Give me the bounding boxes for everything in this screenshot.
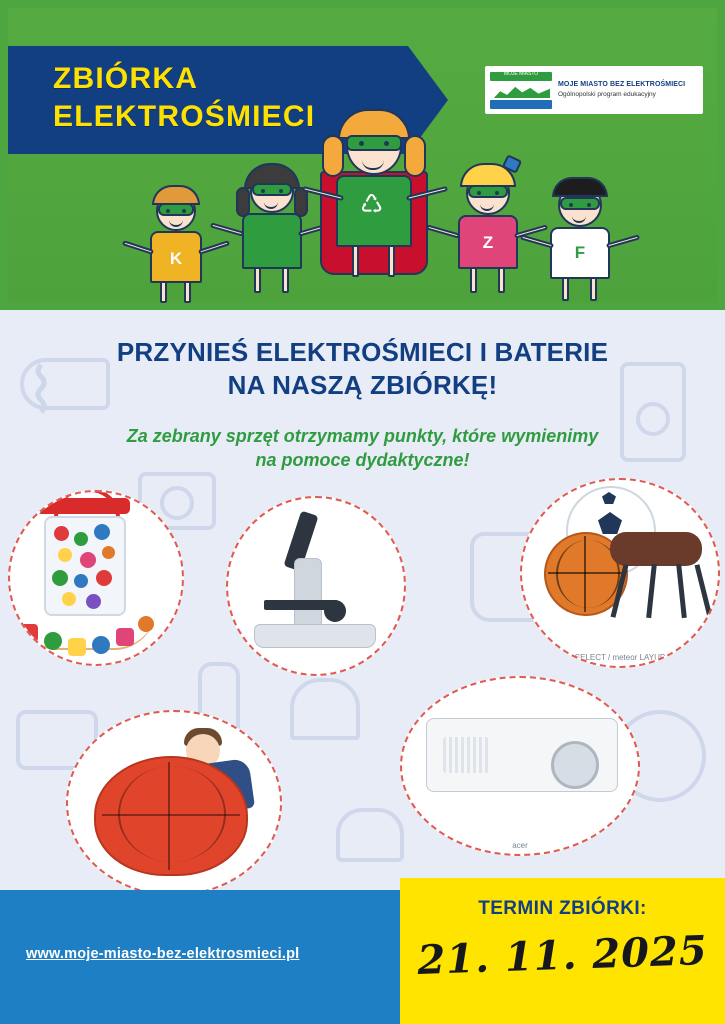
projector-body (426, 718, 618, 792)
bean-bag (94, 756, 248, 876)
vaulting-horse-leg-4 (695, 564, 713, 618)
recycle-icon: ♺ (360, 189, 384, 219)
prize-caption-3: SELECT / meteor LAYUP (574, 653, 666, 662)
kid-figure-1 (136, 183, 216, 303)
prize-caption-4: acer (512, 841, 528, 850)
microscope-knob (324, 600, 346, 622)
kids-illustration (8, 113, 717, 303)
poster-title-line1: ZBIÓRKA (53, 62, 199, 95)
kid-figure-2 (226, 163, 318, 303)
kid-figure-5 (536, 173, 628, 303)
main-content-panel (0, 310, 725, 890)
prize-photo-microscope (226, 496, 406, 676)
header-banner (0, 0, 725, 310)
poster-title-line2: ELEKTROŚMIECI (53, 99, 316, 133)
subheadline-line1: Za zebrany sprzęt otrzymamy punkty, które wymienimy (126, 426, 599, 446)
projector-lens (551, 741, 599, 789)
prize-photo-bean-bag (66, 710, 282, 890)
prize-photo-sport-set (520, 478, 720, 668)
microscope-arm (294, 558, 322, 632)
subheadline-line2: na pomoce dydaktyczne! (255, 450, 470, 471)
ghost-headphones-icon (336, 808, 404, 862)
collection-date-value: 21. 11. 2025 (416, 926, 709, 985)
subheadline (0, 424, 725, 473)
kid-figure-3 (314, 113, 434, 303)
prize-photo-projector (400, 676, 640, 856)
kid-letter-1: K (169, 249, 183, 268)
header-banner-inner (8, 8, 717, 303)
ghost-lamp-icon (290, 678, 360, 740)
kid-letter-4: Z (482, 233, 494, 252)
vaulting-horse-leg-3 (676, 564, 687, 618)
headline-line2: NA NASZĄ ZBIÓRKĘ! (227, 370, 498, 401)
logo-text-block (558, 81, 685, 99)
ghost-hairdryer-icon: ⌇ (26, 357, 57, 426)
jar-body (44, 516, 126, 616)
projector-vent (443, 737, 489, 773)
jar-lid (36, 498, 130, 514)
headline (0, 336, 725, 403)
logo-mark-icon (490, 70, 552, 110)
headline-line1: PRZYNIEŚ ELEKTROŚMIECI I BATERIE (116, 337, 609, 367)
logo-tagline: Ogólnopolski program edukacyjny (558, 91, 656, 99)
vaulting-horse-leg-2 (646, 564, 657, 618)
microscope-base (254, 624, 376, 648)
program-logo (485, 66, 703, 114)
logo-name: MOJE MIASTO BEZ ELEKTROŚMIECI (558, 80, 686, 88)
logo-mark-top-text: MOJE MIASTO (503, 71, 539, 77)
kid-figure-4 (442, 163, 534, 303)
ghost-camera-lens-icon (160, 486, 194, 520)
website-link[interactable]: www.moje-miasto-bez-elektrosmieci.pl (26, 946, 300, 962)
kid-letter-5: F (574, 243, 586, 262)
collection-date-label: TERMIN ZBIÓRKI: (478, 898, 647, 919)
prize-photo-beads-jar (8, 490, 184, 666)
vaulting-horse-top (610, 532, 702, 566)
